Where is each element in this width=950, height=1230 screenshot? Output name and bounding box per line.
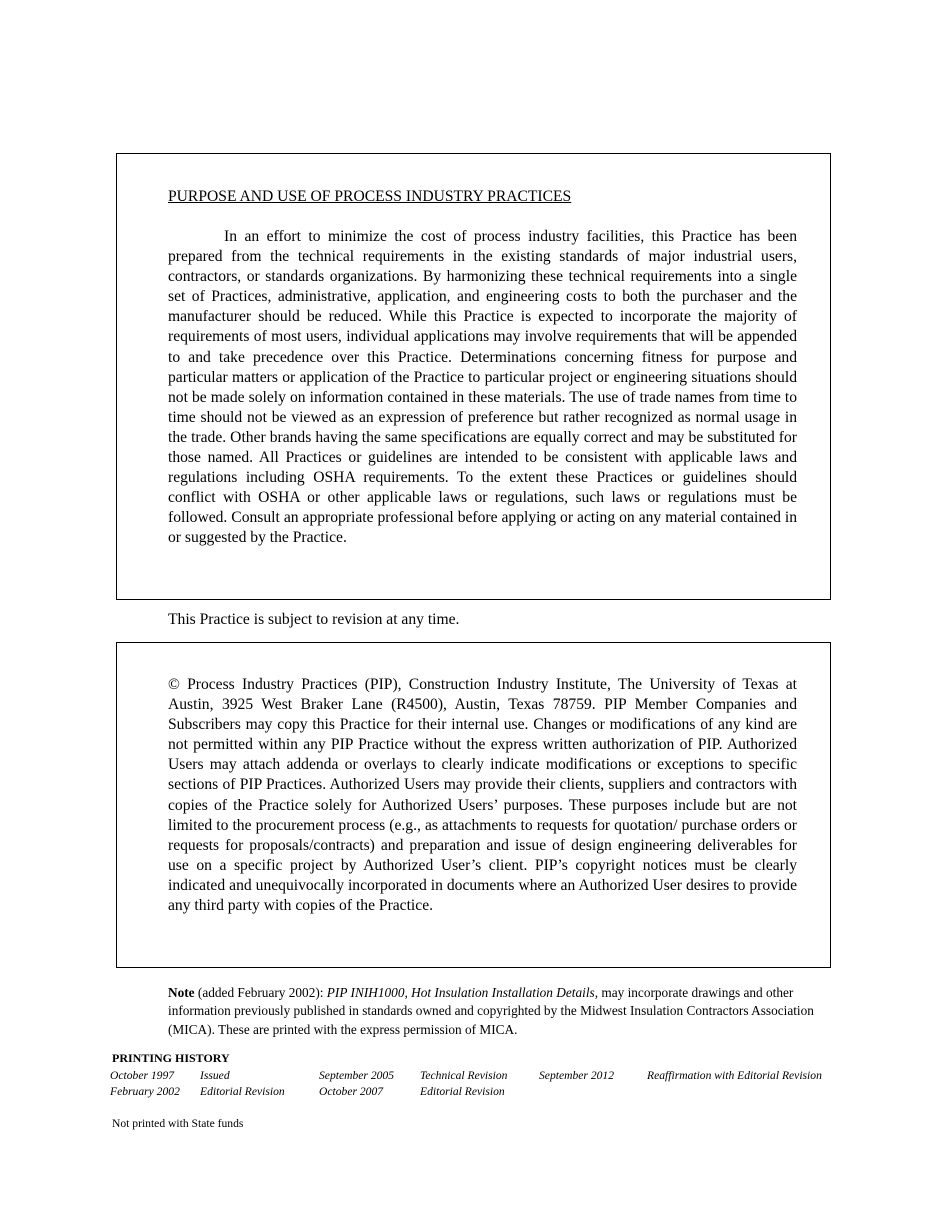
printing-history-date: September 2012	[539, 1069, 615, 1082]
note-label: Note	[168, 985, 195, 1000]
copyright-body: © Process Industry Practices (PIP), Construction Industry Institute, The University of Texas at Austin, 3925 West Braker Lane (R4500), Austin, Texas 78759. PIP Member Companies and Subscribers may copy this Practice for their internal use. Changes or modifications of any kind are not permitted within any PIP Practice without the express written authorization of PIP. Authorized Users may attach addenda or overlays to clearly indicate modifications or exceptions to specific sections of PIP Practices. Authorized Users may provide their clients, suppliers and contractors with copies of the Practice solely for Authorized Users’ purposes. These purposes include but are not limited to the procurement process (e.g., as attachments to requests for quotation/ purchase orders or requests for proposals/contracts) and preparation and issue of design engineering deliverables for use on a specific project by Authorized User’s client. PIP’s copyright notices must be clearly indicated and unequivocally incorporated in documents where an Authorized User desires to provide any third party with copies of the Practice.	[168, 676, 797, 915]
printing-history-title: PRINTING HISTORY	[112, 1051, 230, 1065]
note-body: may incorporate drawings and other information previously published in standards owned and copyrighted by the Midwest Insulation Contractors Association (MICA). These are printed with the express permission of MICA.	[168, 985, 814, 1037]
printing-history-date: October 1997	[110, 1069, 175, 1082]
copyright-box	[116, 642, 831, 968]
printing-history-event: Editorial Revision	[420, 1085, 505, 1098]
printing-history-date: September 2005	[319, 1069, 395, 1082]
note-paragraph	[168, 984, 818, 1039]
printing-history-event: Reaffirmation with Editorial Revision	[647, 1069, 822, 1082]
purpose-body: In an effort to minimize the cost of process industry facilities, this Practice has been prepared from the technical requirements in the existing standards of major industrial users, contractors, or standards organizations. By harmonizing these technical requirements into a single set of Practices, administrative, application, and engineering costs to both the purchaser and the manufacturer should be reduced. While this Practice is expected to incorporate the majority of requirements of most users, individual applications may involve requirements that will be appended to and take precedence over this Practice. Determinations concerning fitness for purpose and particular matters or application of the Practice to particular project or engineering situations should not be made solely on information contained in these materials. The use of trade names from time to time should not be viewed as an expression of preference but rather recognized as normal usage in the trade. Other brands having the same specifications are equally correct and may be substituted for those named. All Practices or guidelines are intended to be consistent with applicable laws and regulations including OSHA requirements. To the extent these Practices or guidelines should conflict with OSHA or other applicable laws or regulations, such laws or regulations must be followed. Consult an appropriate professional before applying or acting on any material contained in or suggested by the Practice.	[168, 228, 797, 547]
note-title: PIP INIH1000, Hot Insulation Installation Details,	[326, 985, 599, 1000]
printing-history-event: Technical Revision	[420, 1069, 508, 1082]
printing-history-date: October 2007	[319, 1085, 384, 1098]
revision-notice: This Practice is subject to revision at any time.	[168, 611, 460, 628]
purpose-box	[116, 153, 831, 600]
purpose-heading: PURPOSE AND USE OF PROCESS INDUSTRY PRACTICES	[168, 188, 572, 205]
printing-history-event: Editorial Revision	[200, 1085, 285, 1098]
printing-history-date: February 2002	[110, 1085, 180, 1098]
note-added: (added February 2002):	[194, 985, 327, 1000]
printing-history-event: Issued	[200, 1069, 230, 1082]
funds-notice: Not printed with State funds	[112, 1117, 244, 1130]
